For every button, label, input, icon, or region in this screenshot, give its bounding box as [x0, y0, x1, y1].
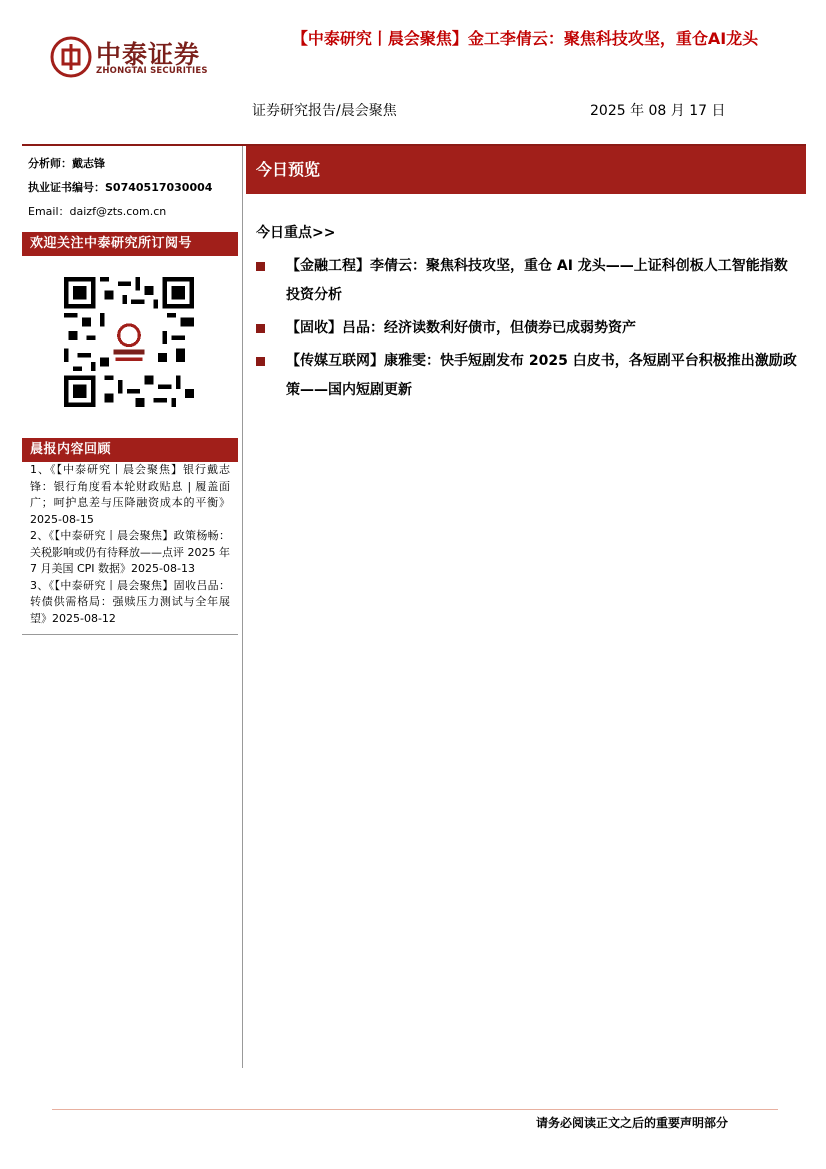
logo-name-cn: 中泰证券 — [96, 40, 201, 69]
qr-code-icon — [62, 277, 196, 407]
bullet-square-icon — [256, 262, 265, 271]
focus-title: 今日重点>> — [256, 225, 336, 241]
footer-rule — [52, 1109, 778, 1110]
list-item[interactable] — [256, 252, 801, 310]
recap-banner: 晨报内容回顾 — [22, 438, 238, 462]
analyst-email[interactable]: Email：daizf@zts.com.cn — [28, 205, 167, 218]
column-divider — [242, 146, 243, 1068]
bullet-text: 【金融工程】李倩云：聚焦科技攻坚，重仓 AI 龙头——上证科创板人工智能指数投资分析 — [286, 258, 788, 303]
sidebar — [22, 146, 238, 256]
focus-list — [256, 252, 801, 409]
bullet-text: 【固收】吕品：经济读数利好债市，但债券已成弱势资产 — [286, 320, 636, 336]
report-date: 2025 年 08 月 17 日 — [590, 103, 726, 119]
sidebar-bottom-rule — [22, 634, 238, 635]
analyst-name: 分析师：戴志锋 — [28, 157, 105, 170]
license-number: 执业证书编号：S0740517030004 — [28, 181, 213, 194]
bullet-square-icon — [256, 357, 265, 366]
list-item[interactable] — [256, 314, 801, 343]
report-category: 证券研究报告/晨会聚焦 — [252, 103, 397, 119]
recap-item[interactable]: 3、《【中泰研究丨晨会聚焦】固收吕品：转债供需格局：强赎压力测试与全年展望》2025-08-12 — [30, 578, 230, 625]
today-preview-banner: 今日预览 — [246, 146, 806, 194]
zhongtai-logo-icon — [50, 36, 92, 78]
subscribe-banner: 欢迎关注中泰研究所订阅号 — [22, 232, 238, 256]
recap-section — [22, 438, 238, 462]
bullet-square-icon — [256, 324, 265, 333]
recap-item[interactable]: 1、《【中泰研究丨晨会聚焦】银行戴志锋：银行角度看本轮财政贴息 | 履盖面广；呵护息差与压降融资成本的平衡》2025-08-15 — [30, 463, 230, 526]
report-title: 【中泰研究丨晨会聚焦】金工李倩云：聚焦科技攻坚，重仓AI龙头 — [291, 29, 759, 48]
company-logo — [50, 34, 220, 82]
logo-name-en: ZHONGTAI SECURITIES — [96, 66, 208, 76]
recap-item[interactable]: 2、《【中泰研究丨晨会聚焦】政策杨畅：关税影响或仍有待释放——点评 2025 年 7 月美国 CPI 数据》2025-08-13 — [30, 529, 230, 575]
recap-list — [30, 462, 230, 627]
bullet-text: 【传媒互联网】康雅雯：快手短剧发布 2025 白皮书，各短剧平台积极推出激励政策——国内短剧更新 — [286, 353, 797, 398]
list-item[interactable] — [256, 347, 801, 405]
footer-disclaimer: 请务必阅读正文之后的重要声明部分 — [536, 1116, 729, 1130]
